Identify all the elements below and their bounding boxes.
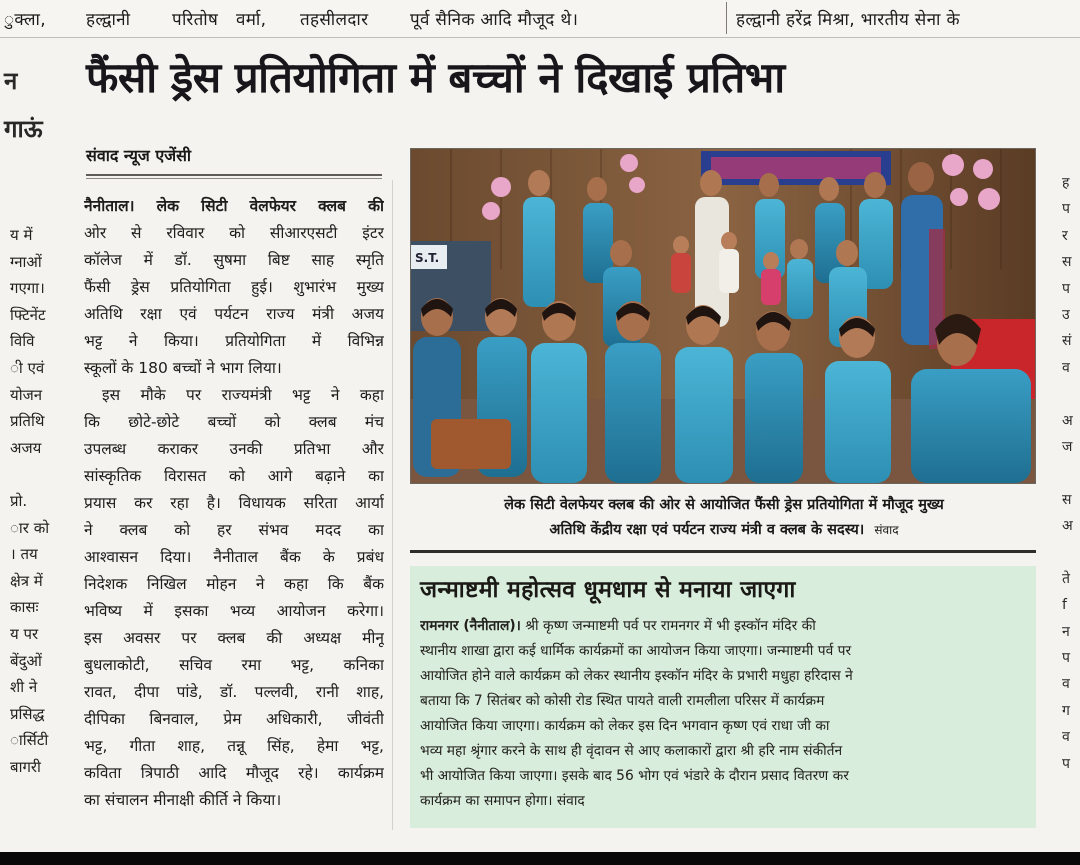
cropped-char bbox=[1062, 460, 1080, 486]
body-line: कि छोटे-छोटे बच्चों को क्लब मंच bbox=[84, 413, 384, 431]
cropped-line: फ्टिनेंट bbox=[10, 305, 46, 324]
boxed-line bbox=[420, 614, 1026, 639]
cropped-char: व bbox=[1062, 359, 1070, 376]
group-photo-illustration bbox=[411, 149, 1036, 484]
cropped-line: योजन bbox=[10, 385, 43, 404]
cropped-right-column bbox=[1062, 170, 1080, 777]
boxed-dateline: रामनगर (नैनीताल)। bbox=[420, 618, 521, 634]
boxed-line: बताया कि 7 सितंबर को कोसी रोड स्थित पायते वाली रामलीला परिसर में कार्यक्रम bbox=[420, 693, 825, 709]
paper-fold-line bbox=[392, 180, 393, 830]
body-line: अतिथि रक्षा एवं पर्यटन राज्य मंत्री अजय bbox=[84, 305, 384, 323]
cropped-char: स bbox=[1062, 491, 1072, 508]
cropped-line: य पर bbox=[10, 624, 39, 643]
cropped-char: f bbox=[1062, 597, 1067, 614]
body-line: सांस्कृतिक विरासत को आगे बढ़ाने का bbox=[84, 467, 384, 485]
cropped-char: अ bbox=[1062, 518, 1073, 535]
cropped-char: प bbox=[1062, 755, 1070, 772]
podium-banner-text: S.T. bbox=[415, 251, 440, 265]
body-line: इस अवसर पर क्लब की अध्यक्ष मीनू bbox=[84, 629, 384, 647]
body-line: का संचालन मीनाक्षी कीर्ति ने किया। bbox=[84, 791, 282, 809]
previous-article-strip bbox=[0, 0, 1080, 38]
body-line: ने क्लब को हर संभव मदद का bbox=[84, 521, 384, 539]
strip-fragment: पूर्व सैनिक आदि मौजूद थे। bbox=[410, 10, 579, 30]
cropped-line: प्रो. bbox=[10, 491, 28, 510]
body-line: निदेशक निखिल मोहन ने कहा कि बैंक bbox=[84, 575, 384, 593]
column-divider bbox=[726, 2, 727, 34]
cropped-char: व bbox=[1062, 676, 1070, 693]
strip-fragment: हल्द्वानी हरेंद्र मिश्रा, भारतीय सेना के bbox=[736, 10, 960, 30]
strip-fragment: तहसीलदार bbox=[300, 10, 369, 30]
cropped-char: उ bbox=[1062, 306, 1070, 323]
byline-rule bbox=[86, 174, 382, 176]
section-separator bbox=[410, 550, 1036, 553]
cropped-line: ी एवं bbox=[10, 358, 45, 377]
cropped-char: प bbox=[1062, 201, 1070, 218]
body-line: बुधलाकोटी, सचिव रमा भट्ट, कनिका bbox=[84, 656, 384, 674]
body-line: फैंसी ड्रेस प्रतियोगिता हुई। शुभारंभ मुख्य bbox=[84, 278, 384, 296]
cropped-line: अजय bbox=[10, 438, 42, 457]
caption-line: अतिथि केंद्रीय रक्षा एवं पर्यटन राज्य मंत्री व क्लब के सदस्य। bbox=[549, 522, 865, 538]
body-line: रावत, दीपा पांडे, डॉ. पल्लवी, रानी शाह, bbox=[84, 683, 384, 701]
caption-credit: संवाद bbox=[874, 523, 899, 537]
cropped-char bbox=[1062, 539, 1080, 565]
body-line: ओर से रविवार को सीआरएसटी इंटर bbox=[84, 224, 384, 242]
boxed-line: भी आयोजित किया जाएगा। इसके बाद 56 भोग एवं भंडारे के दौरान प्रसाद वितरण कर bbox=[420, 768, 849, 784]
boxed-line: आयोजित होने वाले कार्यक्रम को लेकर स्थानीय इस्कॉन मंदिर के प्रभारी मधुहा हरिदास ने bbox=[420, 668, 853, 684]
boxed-line: स्थानीय शाखा द्वारा कई धार्मिक कार्यक्रमों का आयोजन किया जाएगा। जन्माष्टमी पर्व पर bbox=[420, 643, 852, 659]
article-body bbox=[84, 193, 384, 814]
cropped-char: व bbox=[1062, 729, 1070, 746]
cropped-char: प bbox=[1062, 650, 1070, 667]
article-byline: संवाद न्यूज एजेंसी bbox=[86, 146, 192, 165]
boxed-article-headline: जन्माष्टमी महोत्सव धूमधाम से मनाया जाएगा bbox=[420, 577, 796, 603]
strip-fragment: ुक्ला, bbox=[4, 10, 46, 30]
boxed-line: भव्य महा श्रृंगार करने के साथ ही वृंदावन से आए कलाकारों द्वारा श्री हरि नाम संकीर्तन bbox=[420, 743, 843, 759]
body-line: आश्वासन दिया। नैनीताल बैंक के प्रबंध bbox=[84, 548, 384, 566]
article-headline: फैंसी ड्रेस प्रतियोगिता में बच्चों ने दिखाई प्रतिभा bbox=[86, 53, 785, 102]
article-photo bbox=[410, 148, 1036, 484]
byline-rule bbox=[86, 178, 382, 179]
cropped-char: ते bbox=[1062, 570, 1070, 587]
cropped-char: अ bbox=[1062, 412, 1073, 429]
cropped-char: ह bbox=[1062, 175, 1070, 191]
boxed-line: कार्यक्रम का समापन होगा। संवाद bbox=[420, 793, 585, 809]
cropped-char: प bbox=[1062, 280, 1070, 297]
cropped-line: ग्नाओं bbox=[10, 252, 42, 271]
body-line: स्कूलों के 180 बच्चों ने भाग लिया। bbox=[84, 359, 282, 377]
cropped-line: बेंदुओं bbox=[10, 651, 42, 670]
body-line: प्रयास कर रहा है। विधायक सरिता आर्या bbox=[84, 494, 384, 512]
cropped-line: प्रसिद्ध bbox=[10, 704, 45, 723]
photo-caption bbox=[412, 493, 1036, 543]
boxed-line: आयोजित किया जाएगा। कार्यक्रम को लेकर इस दिन भगवान कृष्ण एवं राधा जी का bbox=[420, 718, 830, 734]
strip-fragment: हल्द्वानी bbox=[86, 10, 131, 30]
body-line: इस मौके पर राज्यमंत्री भट्ट ने कहा bbox=[102, 386, 384, 404]
strip-fragment: वर्मा, bbox=[236, 10, 267, 30]
body-line: भविष्य में इसका भव्य आयोजन करेगा। bbox=[84, 602, 384, 620]
boxed-article bbox=[410, 566, 1036, 828]
cropped-line: ार को bbox=[10, 518, 50, 537]
cropped-headline-fragment: गाऊं bbox=[4, 115, 43, 143]
boxed-line-text: श्री कृष्ण जन्माष्टमी पर्व पर रामनगर में भी इस्कॉन मंदिर की bbox=[525, 618, 816, 634]
cropped-line: क्षेत्र में bbox=[10, 571, 43, 590]
cropped-line: ार्सिटी bbox=[10, 731, 49, 750]
cropped-char: सं bbox=[1062, 333, 1072, 350]
body-line: भट्ट ने किया। प्रतियोगिता में विभिन्न bbox=[84, 332, 384, 350]
body-line: उपलब्ध कराकर उनकी प्रतिभा और bbox=[84, 440, 384, 458]
caption-line: लेक सिटी वेलफेयर क्लब की ओर से आयोजित फैंसी ड्रेस प्रतियोगिता में मौजूद मुख्य bbox=[504, 497, 944, 513]
body-line: कविता त्रिपाठी आदि मौजूद रहे। कार्यक्रम bbox=[84, 764, 384, 782]
cropped-char: र bbox=[1062, 227, 1068, 244]
cropped-char: ज bbox=[1062, 438, 1073, 455]
body-line: दीपिका बिनवाल, प्रेम अधिकारी, जीवंती bbox=[84, 710, 384, 728]
cropped-line: विवि bbox=[10, 332, 35, 351]
cropped-line: य में bbox=[10, 226, 33, 244]
cropped-line: गएगा। bbox=[10, 279, 45, 298]
cropped-line: शी ने bbox=[10, 678, 38, 697]
cropped-char: न bbox=[1062, 623, 1070, 640]
body-line: कॉलेज में डॉ. सुषमा बिष्ट साह स्मृति bbox=[84, 251, 384, 269]
cropped-line bbox=[10, 461, 72, 488]
cropped-line: कासः bbox=[10, 598, 39, 617]
cropped-char: स bbox=[1062, 254, 1072, 271]
cropped-line: बागरी bbox=[10, 757, 41, 776]
cropped-char bbox=[1062, 381, 1080, 407]
cropped-line: प्रतिथि bbox=[10, 412, 45, 431]
body-line: भट्ट, गीता शाह, तन्नू सिंह, हेमा भट्ट, bbox=[84, 737, 384, 755]
cropped-headline-fragment: न bbox=[4, 67, 18, 95]
cropped-line: । तय bbox=[10, 545, 38, 564]
bottom-edge-bar bbox=[0, 852, 1080, 865]
cropped-left-column bbox=[10, 222, 72, 780]
cropped-char: ग bbox=[1062, 702, 1070, 719]
strip-fragment: परितोष bbox=[172, 10, 219, 30]
body-line: नैनीताल। लेक सिटी वेलफेयर क्लब की bbox=[84, 197, 384, 215]
